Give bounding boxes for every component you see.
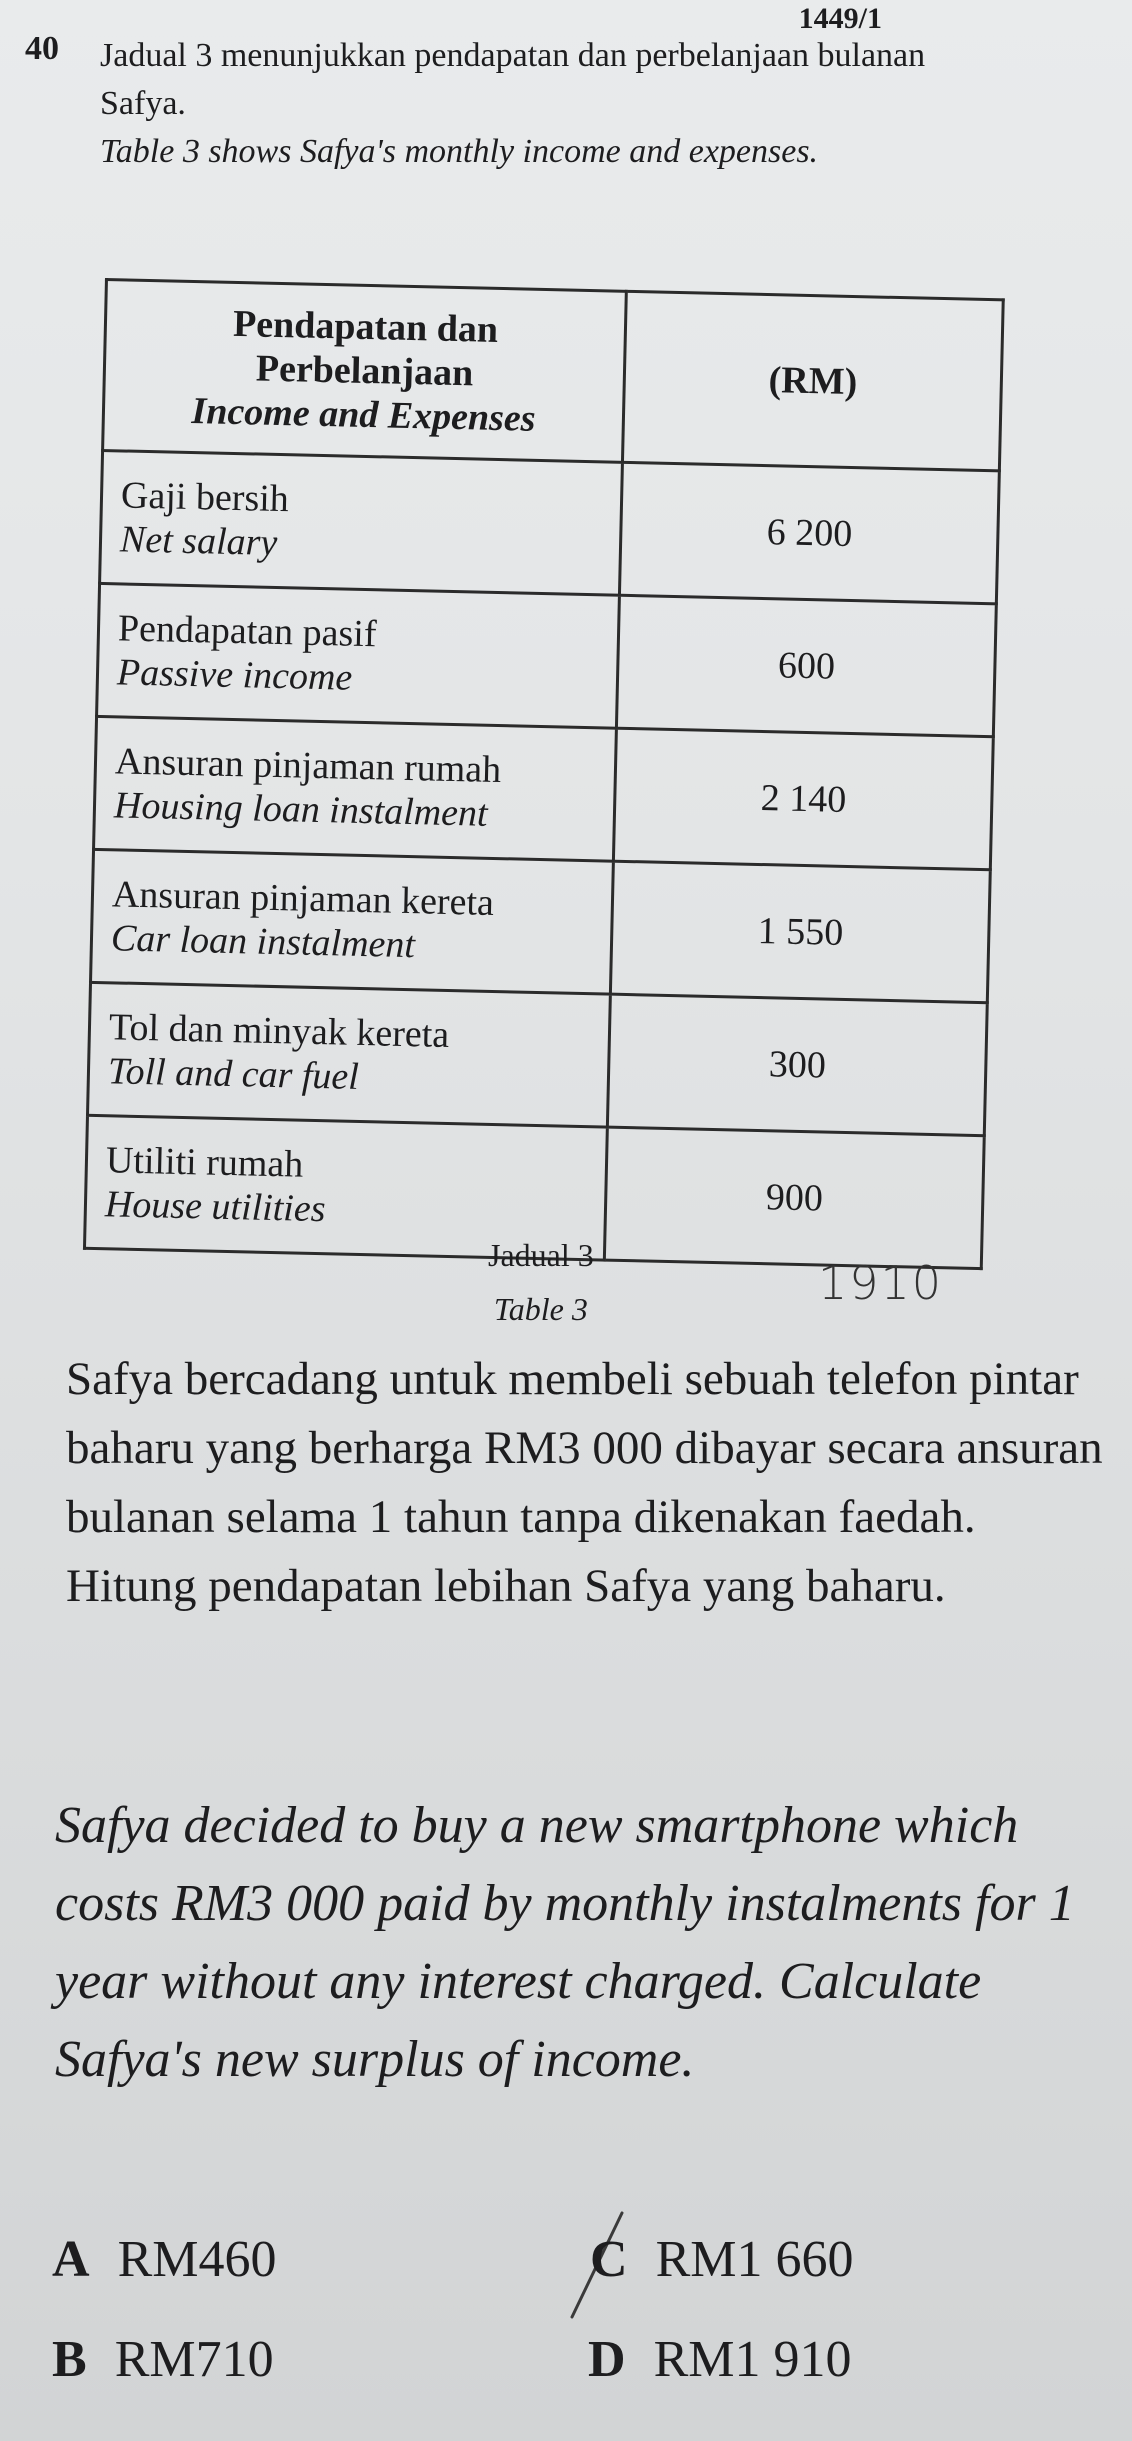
header-item-english: Income and Expenses	[191, 390, 537, 440]
header-value: (RM)	[623, 291, 1004, 471]
row-item-english: Toll and car fuel	[107, 1050, 360, 1098]
option-letter: A	[52, 2231, 90, 2288]
table-row	[91, 849, 991, 1002]
handwritten-note: 1910	[818, 1256, 944, 1310]
table-row	[100, 450, 1000, 603]
row-item-english: Housing loan instalment	[113, 784, 489, 835]
question-body-malay: Safya bercadang untuk membeli sebuah telefon pintar baharu yang berharga RM3 000 dibayar secara ansuran bulanan selama 1 tahun tanpa dikenakan faedah. Hitung pendapatan lebihan Safya yang baharu.	[66, 1353, 1103, 1612]
income-expenses-table	[83, 278, 1005, 1270]
page-code: 1449/1	[798, 2, 882, 35]
table-header-row	[103, 280, 1004, 471]
row-item-english: Car loan instalment	[110, 917, 416, 967]
option-text: RM1 910	[653, 2331, 852, 2388]
option-letter: C	[590, 2231, 628, 2288]
row-item-english: House utilities	[104, 1183, 327, 1231]
question-intro	[100, 32, 940, 176]
option-text: RM460	[117, 2231, 277, 2288]
row-item	[94, 716, 617, 861]
row-value: 600	[617, 595, 997, 737]
row-value: 1 550	[611, 861, 991, 1003]
row-item	[100, 450, 623, 595]
row-item-english: Net salary	[119, 518, 278, 564]
option-letter: B	[52, 2331, 87, 2388]
option-text: RM1 660	[655, 2231, 854, 2288]
option-c[interactable]	[590, 2230, 853, 2290]
row-value: 900	[605, 1127, 985, 1269]
row-value: 300	[608, 994, 988, 1136]
table-row	[97, 583, 997, 736]
row-item-malay: Pendapatan pasif	[117, 607, 377, 656]
row-item	[97, 583, 620, 728]
row-item-malay: Ansuran pinjaman kereta	[111, 873, 495, 924]
header-item-malay-2: Perbelanjaan	[255, 347, 474, 395]
table-row	[87, 982, 987, 1135]
header-item-malay-1: Pendapatan dan	[232, 302, 499, 351]
row-item-malay: Tol dan minyak kereta	[108, 1006, 450, 1056]
question-number: 40	[25, 30, 59, 67]
row-item-malay: Utiliti rumah	[105, 1139, 304, 1186]
table-caption	[488, 1228, 594, 1336]
row-item-malay: Gaji bersih	[120, 474, 290, 521]
intro-english: Table 3 shows Safya's monthly income and expenses.	[100, 133, 819, 170]
option-b[interactable]	[52, 2330, 274, 2390]
question-body-english: Safya decided to buy a new smartphone which costs RM3 000 paid by monthly instalments for 1 year without any interest charged. Calculate Safya's new surplus of income.	[55, 1797, 1075, 2088]
table-row	[94, 716, 994, 869]
option-letter: D	[588, 2331, 626, 2388]
row-item	[91, 849, 614, 994]
row-value: 6 200	[620, 462, 1000, 604]
row-item-english: Passive income	[116, 651, 353, 699]
caption-malay: Jadual 3	[488, 1237, 594, 1273]
header-item	[103, 280, 627, 463]
option-a[interactable]	[52, 2230, 276, 2290]
row-item-malay: Ansuran pinjaman rumah	[114, 740, 502, 792]
row-item	[87, 982, 610, 1127]
option-text: RM710	[114, 2331, 274, 2388]
option-d[interactable]	[588, 2330, 851, 2390]
intro-malay: Jadual 3 menunjukkan pendapatan dan perbelanjaan bulanan Safya.	[100, 37, 926, 122]
row-value: 2 140	[614, 728, 994, 870]
caption-english: Table 3	[493, 1291, 588, 1327]
